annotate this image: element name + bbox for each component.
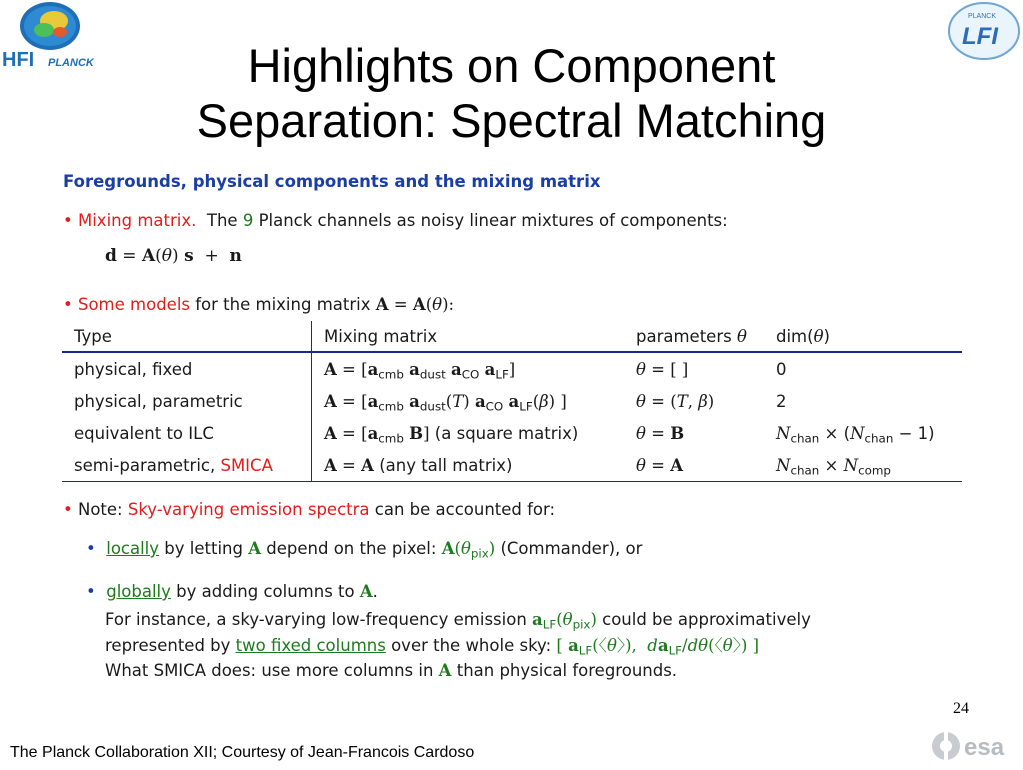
row-type: equivalent to ILC [62, 417, 312, 449]
mixing-models-table [62, 321, 962, 482]
header-mixing-matrix: Mixing matrix [312, 321, 625, 352]
table-header-row [62, 321, 962, 352]
bullet2-math: A = A(θ): [375, 295, 455, 314]
title-line-2: Separation: Spectral Matching [196, 94, 827, 147]
sub1-math: $A(\theta_{pix})$ [441, 539, 496, 561]
two-fixed-columns-label: two fixed columns [235, 636, 386, 655]
bullet-dot: • [63, 211, 73, 230]
row-params: θ = B [636, 423, 685, 443]
row-matrix: A = A (any tall matrix) [312, 449, 625, 482]
line4-text-a: What SMICA does: use more columns in [105, 661, 434, 680]
locally-label: locally [106, 539, 160, 558]
line3-math: [ $a_{LF}$(〈θ〉), $da_{LF}/d\theta$(〈θ〉) ] [556, 636, 760, 658]
table-row [62, 417, 962, 449]
globally-label: globally [106, 582, 171, 601]
sub2-matrix-symbol: A [359, 582, 373, 601]
esa-logo [930, 726, 1022, 766]
sub2-text-a: by adding columns to [176, 582, 355, 601]
bullet1-text-a: The [206, 211, 238, 230]
sub1-text-a: by letting [164, 539, 243, 558]
svg-text:esa: esa [964, 734, 1005, 761]
table-row [62, 449, 962, 482]
line4-text-b: than physical foregrounds. [456, 661, 678, 680]
row-type: physical, fixed [62, 352, 312, 385]
note-highlight: Sky-varying emission spectra [127, 500, 370, 519]
row-dim: $N_{chan} \times N_{comp}$ [764, 449, 962, 482]
row-matrix: $A = [a_{cmb}$ $a_{dust}(T)$ $a_{CO}$ $a_{LF}(\beta)$ ] [324, 391, 567, 413]
sub-bullet-locally [86, 539, 643, 561]
row-type: physical, parametric [62, 385, 312, 417]
sub1-text-b: depend on the pixel: [266, 539, 437, 558]
globally-line-2 [105, 610, 811, 632]
sub1-text-c: (Commander), or [500, 539, 643, 558]
sub-bullet-globally: • globally by adding columns to A. [86, 582, 378, 601]
mixing-matrix-label: Mixing matrix. [77, 211, 197, 230]
globally-line-4 [105, 661, 677, 680]
bullet1-number: 9 [242, 211, 254, 230]
row-dim: $N_{chan} \times (N_{chan} - 1)$ [776, 423, 935, 445]
line2-text-b: could be approximatively [602, 610, 811, 629]
bullet2-text: for the mixing matrix [195, 295, 371, 314]
sub-bullet-dot: • [86, 582, 96, 601]
row-params: θ = (T, β) [636, 391, 715, 411]
sub1-matrix-symbol: A [248, 539, 262, 558]
sub-bullet-dot: • [86, 539, 96, 558]
smica-label: SMICA [220, 455, 273, 475]
footer-credit: The Planck Collaboration XII; Courtesy of Jean-Francois Cardoso [10, 744, 475, 761]
line3-text-b: over the whole sky: [391, 636, 552, 655]
some-models-label: Some models [77, 295, 190, 314]
hfi-logo-text: HFI [2, 49, 35, 71]
bullet-some-models [63, 295, 454, 314]
row-matrix: $A = [a_{cmb}$ B] (a square matrix) [324, 423, 579, 445]
mixing-equation: d = A(θ) s + n [105, 246, 242, 266]
section-heading: Foregrounds, physical components and the mixing matrix [63, 172, 601, 191]
globally-line-3 [105, 632, 759, 656]
note-label: Note: [77, 500, 123, 519]
row-dim: 0 [776, 359, 787, 379]
bullet-note [63, 500, 555, 519]
page-title [80, 38, 943, 148]
line4-matrix-symbol: A [438, 661, 452, 680]
table-row [62, 352, 962, 385]
table-row [62, 385, 962, 417]
bullet1-text-b: Planck channels as noisy linear mixtures of components: [258, 211, 728, 230]
bullet-dot: • [63, 500, 73, 519]
title-line-1: Highlights on Component [247, 39, 776, 92]
row-dim: 2 [776, 391, 787, 411]
header-type: Type [62, 321, 312, 352]
bullet-dot: • [63, 295, 73, 314]
header-parameters: parameters θ [624, 321, 764, 352]
bullet-mixing-matrix [63, 211, 728, 230]
row-params: θ = A [624, 449, 764, 482]
row-params: θ = [ ] [636, 359, 689, 379]
row-type: semi-parametric, SMICA [62, 449, 312, 482]
header-dim: dim(θ) [764, 321, 962, 352]
line3-text-a: represented by [105, 636, 231, 655]
line2-text-a: For instance, a sky-varying low-frequency emission [105, 610, 527, 629]
note-rest: can be accounted for: [374, 500, 556, 519]
svg-text:PLANCK: PLANCK [968, 13, 997, 20]
svg-text:LFI: LFI [962, 23, 998, 50]
lfi-planck-logo [946, 0, 1022, 62]
planck-logo-text: PLANCK [48, 57, 94, 69]
line2-math: $a_{LF}(\theta_{pix})$ [532, 610, 597, 632]
page-number: 24 [953, 700, 969, 717]
row-matrix: $A = [a_{cmb}$ $a_{dust}$ $a_{CO}$ $a_{LF}$] [324, 359, 516, 381]
